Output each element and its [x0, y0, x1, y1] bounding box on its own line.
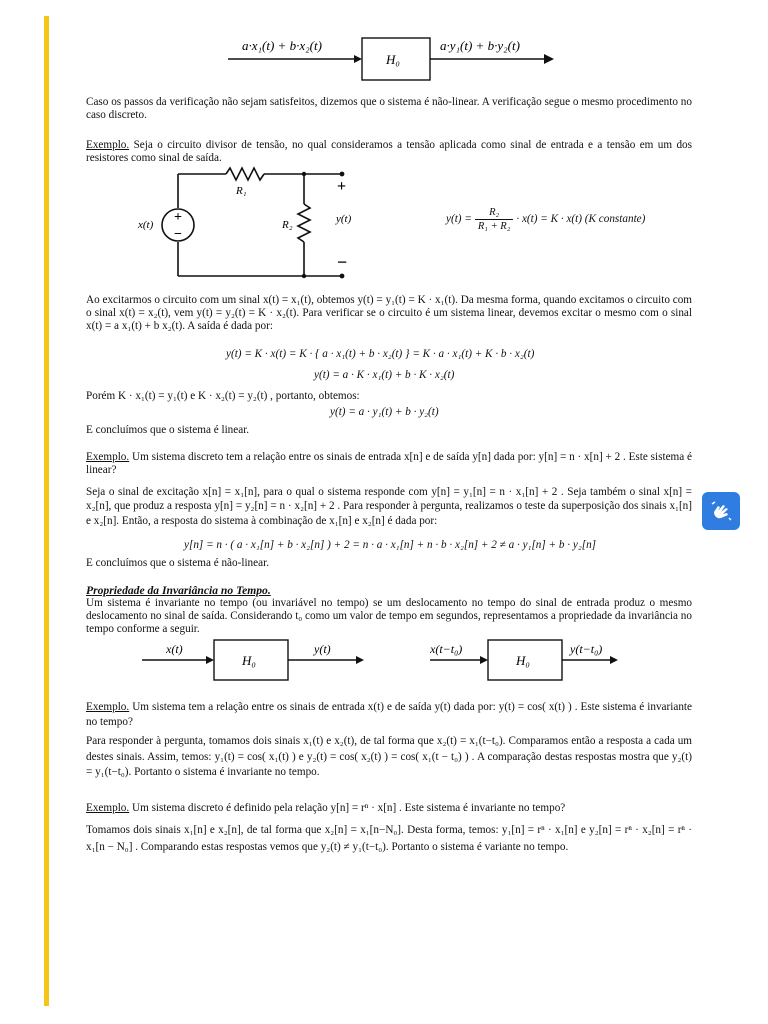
equation-3: y(t) = a · y₁(t) + b · y₂(t): [330, 406, 439, 418]
paragraph-discrete-test: Seja o sinal de excitação x[n] = x₁[n], para o qual o sistema responde com y[n] = y₁[n] = n · x₁[n] + 2 . Seja também o sinal x[n] = x₂[n], que produz a resposta y[n] = y₂[n] = n · x₂[n] + 2 . Para responder à pergunta, realizamos o teste da superposição dos sinais x₁[n] e x₂[n]. Então, a resposta do sistema à combinação de x₁[n] e x₂[n] é dada por:: [86, 486, 692, 527]
ti-right-input: x(t−t₀): [430, 642, 463, 656]
source-minus: −: [174, 227, 182, 242]
r1-label: R₁: [236, 185, 247, 197]
xt-label: x(t): [138, 219, 154, 231]
formula-rhs: · x(t) = K · x(t) (K constante): [516, 213, 646, 225]
paragraph-variant-test: Tomamos dois sinais x₁[n] e x₂[n], de tal forma que x₂[n] = x₁[n−N₀]. Desta forma, temos: y₁[n] = rⁿ · x₁[n] e y₂[n] = rⁿ · x₂[n] = rⁿ · x₁[n − N₀] . Comparando estas respostas vemos que y₂(t) ≠ y₁(t−t₀). Portanto o sistema é variante no tempo.: [86, 824, 692, 853]
formula-numerator: R₂: [489, 207, 500, 218]
ti-left-block: H₀: [242, 653, 256, 668]
diagram-block-label: H₀: [386, 52, 400, 67]
paragraph-conclusion-linear: E concluímos que o sistema é linear.: [86, 424, 250, 436]
linearity-block-diagram: [226, 30, 556, 86]
output-minus: −: [337, 252, 348, 272]
ti-right-block: H₀: [516, 653, 530, 668]
formula-fraction: [475, 206, 513, 233]
paragraph-cos-test: Para responder à pergunta, tomamos dois sinais x₁(t) e x₂(t), de tal forma que x₂(t) = x₁(t−t₀). Comparamos então a resposta a cada um destes sinais. Assim, temos: y₁(t) = cos( x₁(t) ) e y₂(t) = cos( x₂(t) ) = cos( x₁(t − t₀) ) . A comparação destas respostas mostra que y₂(t) = y₁(t−t₀). Portanto o sistema é invariante no tempo.: [86, 735, 692, 779]
formula-denominator: R₁ + R₂: [475, 219, 513, 233]
equation-1: y(t) = K · x(t) = K · { a · x₁(t) + b · x₂(t) } = K · a · x₁(t) + K · b · x₂(t): [226, 348, 535, 360]
example-label: Exemplo.: [86, 139, 130, 151]
example-label: Exemplo.: [86, 802, 130, 814]
example-4: [86, 802, 692, 815]
source-plus: +: [174, 210, 182, 225]
example-1: [86, 139, 692, 165]
example-text: Um sistema discreto é definido pela relação y[n] = rⁿ · x[n] . Este sistema é invariante no tempo?: [129, 802, 566, 814]
equation-4: y[n] = n · ( a · x₁[n] + b · x₂[n] ) + 2 = n · a · x₁[n] + n · b · x₂[n] + 2 ≠ a · y₁[n] + b · y₂[n]: [184, 539, 597, 551]
paragraph-linearity-proof: Ao excitarmos o circuito com um sinal x(t) = x₁(t), obtemos y(t) = y₁(t) = K · x₁(t). Da mesma forma, quando excitamos o circuito com o sinal x(t) = x₂(t), vem y(t) = y₂(t) = K · x₂(t). Para verificar se o circuito é um sistema linear, devemos excitar o mesmo com o sinal x(t) = a x₁(t) + b x₂(t). A saída é dada por:: [86, 294, 692, 333]
example-2: [86, 451, 692, 477]
output-plus: +: [337, 178, 347, 195]
time-invariance-diagram: [140, 636, 620, 686]
example-3: [86, 700, 692, 730]
yt-label: y(t): [336, 213, 352, 225]
divider-formula: [446, 206, 645, 233]
yellow-margin-bar: [44, 16, 49, 1006]
voltage-divider-circuit: [136, 164, 366, 282]
equation-2: y(t) = a · K · x₁(t) + b · K · x₂(t): [314, 369, 455, 381]
paragraph-conclusion-nonlinear: E concluímos que o sistema é não-linear.: [86, 557, 269, 569]
sign-language-icon: [708, 498, 734, 524]
ti-left-input: x(t): [166, 642, 183, 656]
example-text: Um sistema discreto tem a relação entre os sinais de entrada x[n] e de saída y[n] dada por: y[n] = n · x[n] + 2 . Este sistema é linear?: [86, 451, 692, 477]
example-text: Seja o circuito divisor de tensão, no qual consideramos a tensão aplicada como sinal de entrada e a tensão em um dos resistores como sinal de saída.: [86, 139, 692, 165]
section-title: Propriedade da Invariância no Tempo.: [86, 584, 271, 597]
ti-right-output: y(t−t₀): [570, 642, 603, 656]
example-label: Exemplo.: [86, 701, 130, 713]
formula-lhs: y(t) =: [446, 213, 472, 225]
example-label: Exemplo.: [86, 451, 130, 463]
paragraph-nonlinear: Caso os passos da verificação não sejam satisfeitos, dizemos que o sistema é não-linear. A verificação segue o mesmo procedimento no caso discreto.: [86, 96, 692, 122]
paragraph-time-invariance: Um sistema é invariante no tempo (ou invariável no tempo) se um deslocamento no tempo do sinal de entrada produz o mesmo deslocamento no sinal de saída. Considerando t₀ como um valor de tempo em segundos, representamos a propriedade da invariância no tempo conforme a seguir.: [86, 597, 692, 636]
example-text: Um sistema tem a relação entre os sinais de entrada x(t) e de saída y(t) dada por: y(t) = cos( x(t) ) . Este sistema é invariante no tempo?: [86, 701, 692, 728]
paragraph-porem: Porém K · x₁(t) = y₁(t) e K · x₂(t) = y₂(t) , portanto, obtemos:: [86, 390, 360, 402]
ti-left-output: y(t): [314, 642, 331, 656]
accessibility-button[interactable]: [702, 492, 740, 530]
diagram-output-label: a·y₁(t) + b·y₂(t): [440, 38, 520, 53]
r2-label: R₂: [282, 219, 293, 231]
diagram-input-label: a·x₁(t) + b·x₂(t): [242, 38, 322, 53]
